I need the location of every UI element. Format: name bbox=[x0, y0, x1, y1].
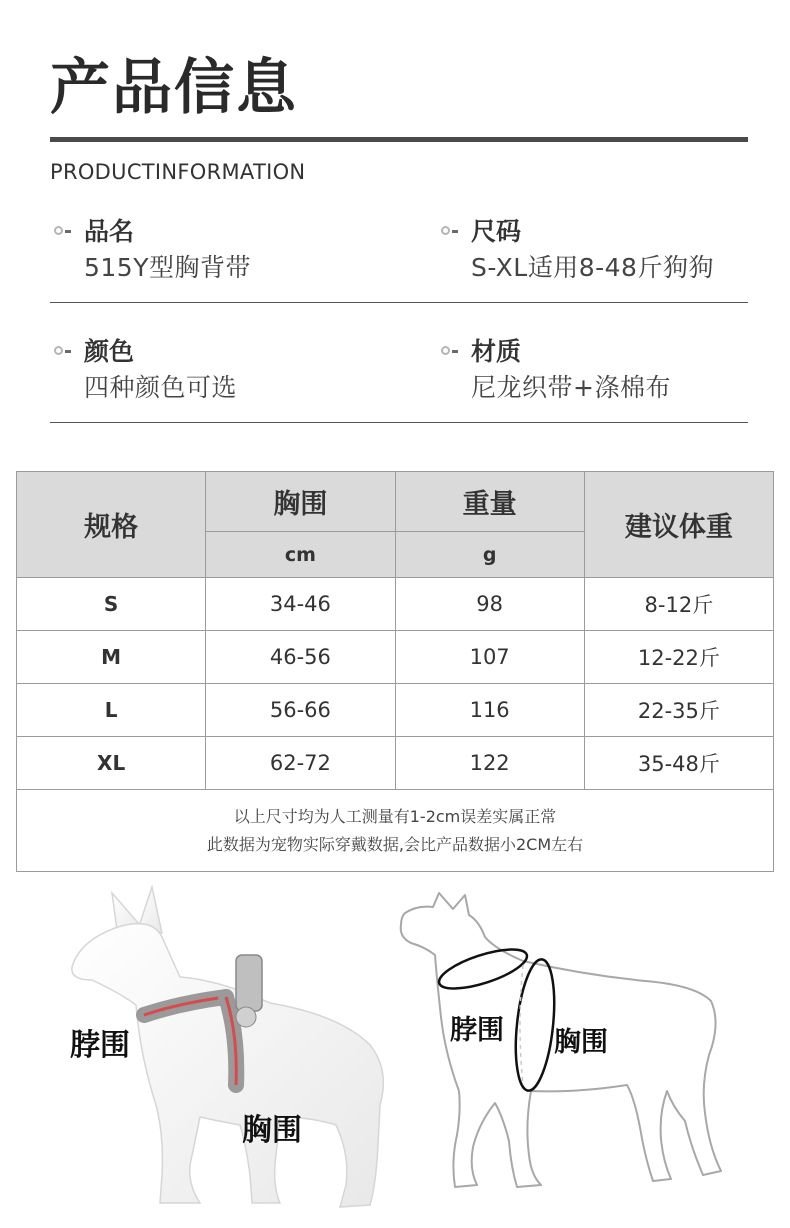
bullet-icon bbox=[54, 226, 63, 235]
note-line: 此数据为宠物实际穿戴数据,会比产品数据小2CM左右 bbox=[206, 834, 584, 854]
table-note bbox=[17, 790, 774, 872]
bullet-icon bbox=[54, 346, 63, 355]
cell-recommended: 12-22斤 bbox=[584, 631, 773, 684]
photo-neck-label: 脖围 bbox=[70, 1028, 130, 1063]
cell-size: L bbox=[17, 684, 206, 737]
info-value: S-XL适用8-48斤狗狗 bbox=[471, 253, 714, 282]
info-value: 尼龙织带+涤棉布 bbox=[471, 373, 671, 402]
info-label: 品名 bbox=[84, 217, 135, 246]
cell-chest: 34-46 bbox=[206, 578, 395, 631]
header-weight: 重量 bbox=[395, 472, 584, 532]
header-chest-unit: cm bbox=[206, 532, 395, 578]
cell-size: S bbox=[17, 578, 206, 631]
cell-chest: 46-56 bbox=[206, 631, 395, 684]
header-size: 规格 bbox=[17, 472, 206, 578]
table-row bbox=[17, 737, 774, 790]
table-row bbox=[17, 578, 774, 631]
cell-weight: 98 bbox=[395, 578, 584, 631]
header-weight-unit: g bbox=[395, 532, 584, 578]
table-row bbox=[17, 631, 774, 684]
info-value: 515Y型胸背带 bbox=[84, 253, 251, 282]
outline-neck-label: 脖围 bbox=[450, 1015, 504, 1046]
cell-weight: 107 bbox=[395, 631, 584, 684]
info-size bbox=[437, 217, 757, 283]
cell-chest: 62-72 bbox=[206, 737, 395, 790]
cell-recommended: 22-35斤 bbox=[584, 684, 773, 737]
paw-tag-icon bbox=[236, 1007, 256, 1027]
chest-measure-dash bbox=[520, 965, 523, 1085]
info-material bbox=[437, 337, 757, 403]
bullet-icon bbox=[441, 226, 450, 235]
cell-chest: 56-66 bbox=[206, 684, 395, 737]
neck-measure-ring bbox=[435, 941, 531, 996]
cell-size: XL bbox=[17, 737, 206, 790]
page-subtitle: PRODUCTINFORMATION bbox=[50, 160, 306, 184]
info-label: 尺码 bbox=[471, 217, 522, 246]
page-title: 产品信息 bbox=[50, 53, 298, 123]
info-color bbox=[50, 337, 370, 403]
title-divider bbox=[50, 137, 748, 142]
photo-chest-label: 胸围 bbox=[242, 1113, 302, 1148]
size-table bbox=[16, 471, 774, 872]
bullet-icon bbox=[441, 346, 450, 355]
info-divider bbox=[50, 422, 748, 423]
outline-chest-label: 胸围 bbox=[554, 1027, 608, 1058]
info-product-name bbox=[50, 217, 370, 283]
info-value: 四种颜色可选 bbox=[84, 373, 238, 402]
cell-recommended: 8-12斤 bbox=[584, 578, 773, 631]
cell-weight: 122 bbox=[395, 737, 584, 790]
cell-size: M bbox=[17, 631, 206, 684]
table-row bbox=[17, 684, 774, 737]
note-line: 以上尺寸均为人工测量有1-2cm误差实属正常 bbox=[233, 806, 557, 826]
chest-measure-ring bbox=[510, 957, 560, 1092]
cell-recommended: 35-48斤 bbox=[584, 737, 773, 790]
info-divider bbox=[50, 302, 748, 303]
info-label: 颜色 bbox=[84, 337, 135, 366]
info-label: 材质 bbox=[471, 337, 522, 366]
harness-handle bbox=[236, 955, 262, 1011]
cell-weight: 116 bbox=[395, 684, 584, 737]
header-recommended-weight: 建议体重 bbox=[584, 472, 773, 578]
header-chest: 胸围 bbox=[206, 472, 395, 532]
